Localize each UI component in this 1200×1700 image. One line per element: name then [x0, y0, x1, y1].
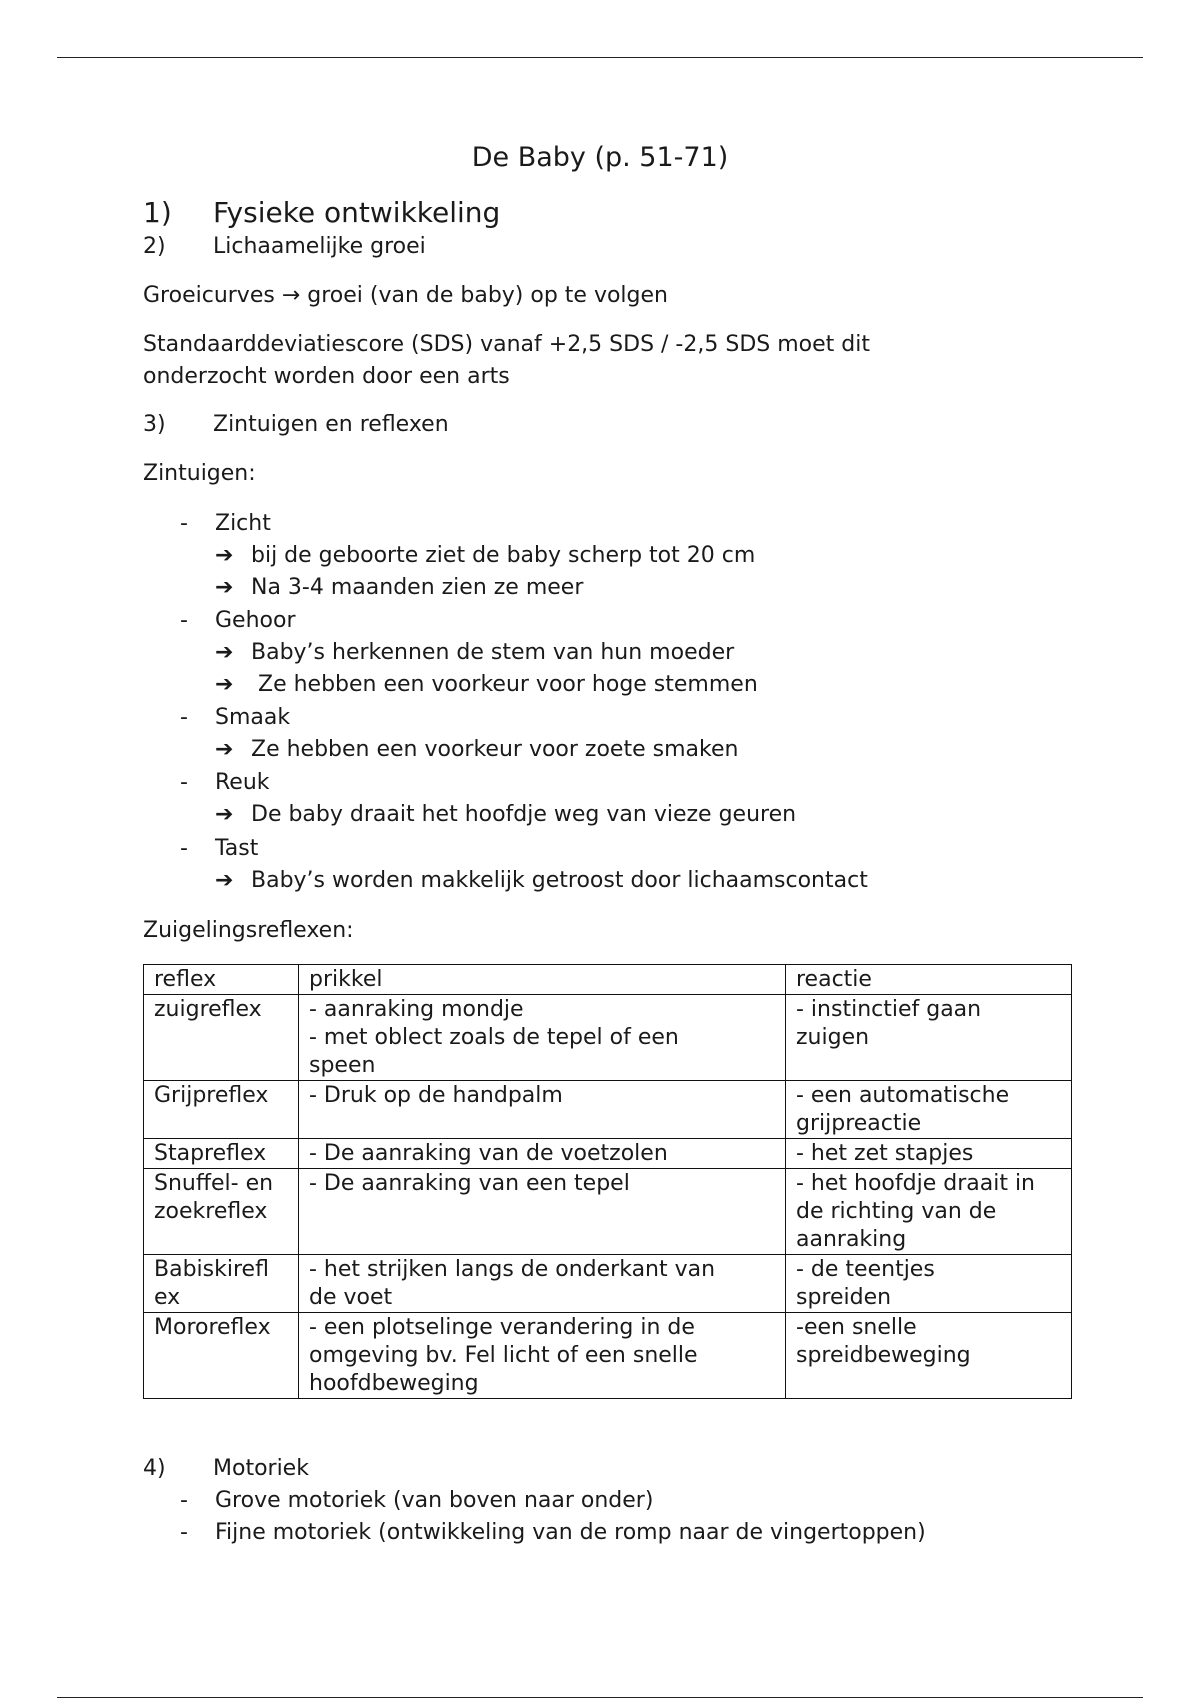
list-item-smaak: - Smaak	[180, 705, 291, 730]
cell-reflex: Stapreflex	[144, 1139, 299, 1169]
table-row	[144, 1169, 1072, 1255]
paragraph-sds-line-1: Standaarddeviatiescore (SDS) vanaf +2,5 SDS / -2,5 SDS moet dit	[143, 332, 870, 357]
cell-reflex: Snuffel- en zoekreflex	[144, 1169, 299, 1255]
bullet-dash: -	[180, 1488, 188, 1513]
table-row	[144, 1313, 1072, 1399]
arrow-icon: ➔	[215, 737, 234, 762]
table-row	[144, 1139, 1072, 1169]
heading-lichaamelijke-groei	[143, 234, 426, 259]
reflex-table	[143, 964, 1072, 1399]
top-rule	[57, 57, 1143, 58]
cell-reflex: Babiskirefl ex	[144, 1255, 299, 1313]
heading-label: Fysieke ontwikkeling	[213, 196, 501, 229]
heading-zintuigen-en-reflexen	[143, 412, 449, 437]
list-item-tast: - Tast	[180, 836, 259, 861]
heading-number: 4)	[143, 1456, 166, 1481]
heading-label: Zintuigen en reflexen	[213, 412, 449, 437]
cell-reflex: zuigreflex	[144, 995, 299, 1081]
arrow-note: ➔ Ze hebben een voorkeur voor zoete smaken	[215, 737, 739, 762]
header-reactie: reactie	[786, 965, 1072, 995]
arrow-icon: ➔	[215, 868, 234, 893]
arrow-icon: ➔	[215, 640, 234, 665]
heading-number: 3)	[143, 412, 166, 437]
arrow-icon: ➔	[215, 672, 234, 697]
header-prikkel: prikkel	[299, 965, 786, 995]
cell-reactie: - het zet stapjes	[786, 1139, 1072, 1169]
cell-reflex: Grijpreflex	[144, 1081, 299, 1139]
cell-prikkel: - het strijken langs de onderkant van de voet	[299, 1255, 786, 1313]
heading-label: Lichaamelijke groei	[213, 234, 426, 259]
arrow-icon: ➔	[215, 575, 234, 600]
cell-reactie: - het hoofdje draait in de richting van de aanraking	[786, 1169, 1072, 1255]
cell-reactie: - een automatische grijpreactie	[786, 1081, 1072, 1139]
heading-label: Motoriek	[213, 1456, 309, 1481]
arrow-icon: ➔	[215, 543, 234, 568]
arrow-note: ➔ De baby draait het hoofdje weg van vieze geuren	[215, 802, 797, 827]
heading-number: 2)	[143, 234, 166, 259]
cell-reactie: -een snelle spreidbeweging	[786, 1313, 1072, 1399]
bullet-dash: -	[180, 836, 188, 861]
bullet-dash: -	[180, 608, 188, 633]
bullet-dash: -	[180, 1520, 188, 1545]
paragraph-groeicurves: Groeicurves → groei (van de baby) op te volgen	[143, 283, 668, 308]
list-item-gehoor: - Gehoor	[180, 608, 296, 633]
page-title: De Baby (p. 51-71)	[471, 142, 729, 173]
cell-prikkel: - De aanraking van een tepel	[299, 1169, 786, 1255]
bullet-dash: -	[180, 511, 188, 536]
bottom-rule	[57, 1697, 1143, 1698]
header-reflex: reflex	[144, 965, 299, 995]
cell-reactie: - instinctief gaan zuigen	[786, 995, 1072, 1081]
table-row	[144, 995, 1072, 1081]
arrow-note: ➔ Baby’s worden makkelijk getroost door lichaamscontact	[215, 868, 868, 893]
arrow-note: ➔ Ze hebben een voorkeur voor hoge stemmen	[215, 672, 758, 697]
cell-prikkel: - een plotselinge verandering in de omgeving bv. Fel licht of een snelle hoofdbeweging	[299, 1313, 786, 1399]
list-item-grove-motoriek: - Grove motoriek (van boven naar onder)	[180, 1488, 654, 1513]
arrow-note: ➔ bij de geboorte ziet de baby scherp tot 20 cm	[215, 543, 756, 568]
list-item-reuk: - Reuk	[180, 770, 270, 795]
table-header-row	[144, 965, 1072, 995]
arrow-icon: ➔	[215, 802, 234, 827]
list-item-zicht: - Zicht	[180, 511, 271, 536]
cell-prikkel: - Druk op de handpalm	[299, 1081, 786, 1139]
table-row	[144, 1081, 1072, 1139]
arrow-note: ➔ Na 3-4 maanden zien ze meer	[215, 575, 584, 600]
cell-reactie: - de teentjes spreiden	[786, 1255, 1072, 1313]
paragraph-sds-line-2: onderzocht worden door een arts	[143, 364, 510, 389]
heading-motoriek	[143, 1456, 309, 1481]
arrow-note: ➔ Baby’s herkennen de stem van hun moeder	[215, 640, 735, 665]
cell-prikkel: - De aanraking van de voetzolen	[299, 1139, 786, 1169]
heading-number: 1)	[143, 196, 172, 229]
table-row	[144, 1255, 1072, 1313]
zintuigen-label: Zintuigen:	[143, 461, 256, 486]
cell-prikkel: - aanraking mondje - met oblect zoals de tepel of een speen	[299, 995, 786, 1081]
reflexen-label: Zuigelingsreflexen:	[143, 918, 354, 943]
bullet-dash: -	[180, 770, 188, 795]
cell-reflex: Mororeflex	[144, 1313, 299, 1399]
bullet-dash: -	[180, 705, 188, 730]
list-item-fijne-motoriek: - Fijne motoriek (ontwikkeling van de romp naar de vingertoppen)	[180, 1520, 926, 1545]
heading-fysieke-ontwikkeling	[143, 196, 500, 229]
